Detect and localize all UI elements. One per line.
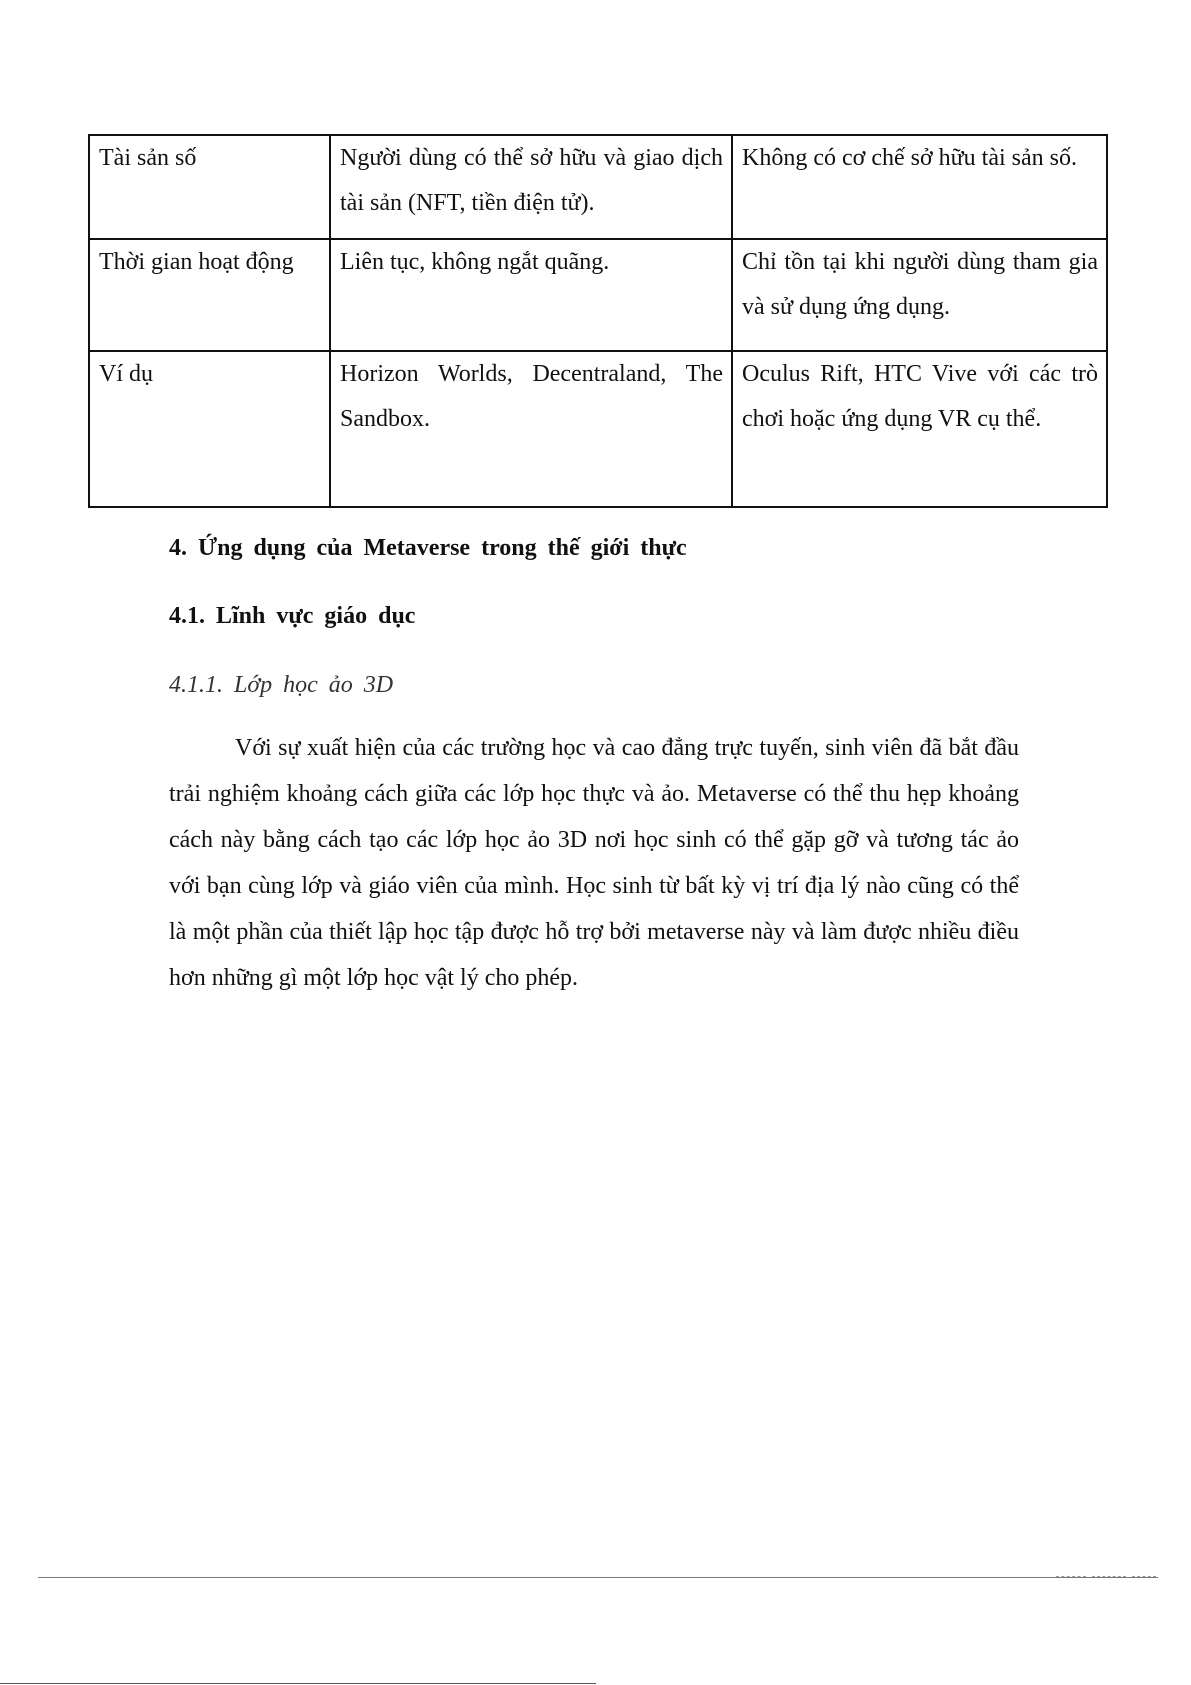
body-paragraph: Với sự xuất hiện của các trường học và cao đẳng trực tuyến, sinh viên đã bắt đầu trải nghiệm khoảng cách giữa các lớp học thực và ảo. Metaverse có thể thu hẹp khoảng cách này bằng cách tạo các lớp học ảo 3D nơi học sinh có thể gặp gỡ và tương tác ảo với bạn cùng lớp và giáo viên của mình. Học sinh từ bất kỳ vị trí địa lý nào cũng có thể là một phần của thiết lập học tập được hỗ trợ bởi metaverse này và làm được nhiều điều hơn những gì một lớp học vật lý cho phép. [169, 735, 1019, 991]
table-cell-vr: Không có cơ chế sở hữu tài sản số. [732, 135, 1107, 239]
table-cell-feature: Tài sản số [89, 135, 330, 239]
subsubsection-heading: 4.1.1. Lớp học ảo 3D [169, 672, 394, 698]
table-cell-feature: Ví dụ [89, 351, 330, 507]
table-cell-metaverse: Liên tục, không ngắt quãng. [330, 239, 732, 351]
table-cell-vr: Chỉ tồn tại khi người dùng tham gia và sử dụng ứng dụng. [732, 239, 1107, 351]
footer-dash-mark [1092, 1576, 1126, 1577]
bottom-divider [0, 1683, 596, 1684]
footer-divider [38, 1577, 1158, 1578]
table-row [89, 239, 1107, 351]
comparison-table [88, 134, 1108, 508]
section-heading: 4. Ứng dụng của Metaverse trong thế giới thực [169, 535, 687, 561]
table-cell-vr: Oculus Rift, HTC Vive với các trò chơi hoặc ứng dụng VR cụ thể. [732, 351, 1107, 507]
subsection-heading: 4.1. Lĩnh vực giáo dục [169, 603, 416, 629]
footer-dash-mark [1056, 1576, 1086, 1577]
table-cell-metaverse: Horizon Worlds, Decentraland, The Sandbox. [330, 351, 732, 507]
table-cell-metaverse: Người dùng có thể sở hữu và giao dịch tài sản (NFT, tiền điện tử). [330, 135, 732, 239]
table-row [89, 351, 1107, 507]
table-row [89, 135, 1107, 239]
table-cell-feature: Thời gian hoạt động [89, 239, 330, 351]
footer-dash-mark [1132, 1576, 1156, 1577]
